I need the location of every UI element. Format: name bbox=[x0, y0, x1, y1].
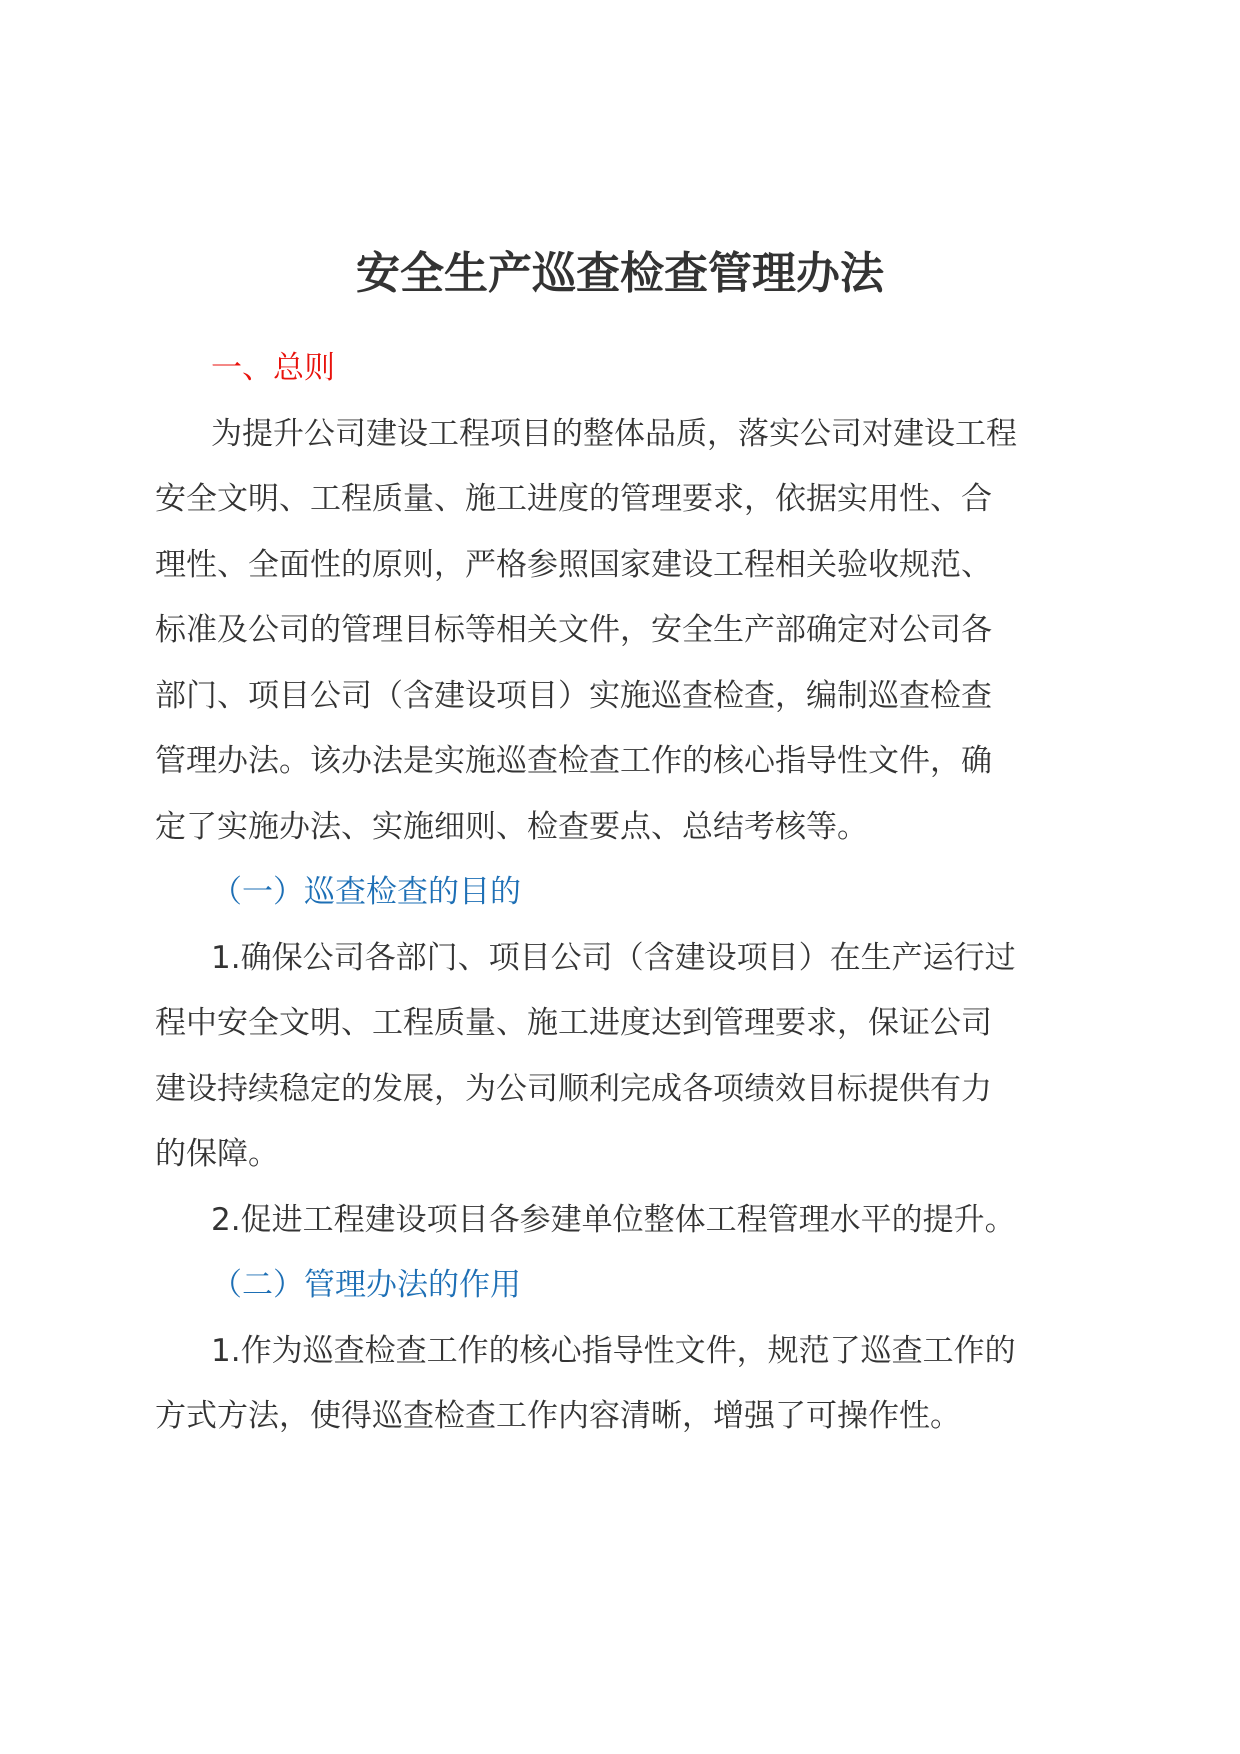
paragraph-line: 的保障。 bbox=[155, 1136, 279, 1172]
document-body bbox=[155, 336, 1085, 1450]
paragraph-line: 安全文明、工程质量、施工进度的管理要求，依据实用性、合 bbox=[155, 481, 992, 517]
paragraph-line: 方式方法，使得巡查检查工作内容清晰，增强了可操作性。 bbox=[155, 1398, 961, 1434]
paragraph-line: 程中安全文明、工程质量、施工进度达到管理要求，保证公司 bbox=[155, 1005, 992, 1041]
paragraph-line: 1.作为巡查检查工作的核心指导性文件，规范了巡查工作的 bbox=[211, 1332, 1016, 1369]
subsection-heading-purpose: （一）巡查检查的目的 bbox=[211, 874, 521, 910]
paragraph-line: 部门、项目公司（含建设项目）实施巡查检查，编制巡查检查 bbox=[155, 677, 992, 714]
paragraph-line: 建设持续稳定的发展，为公司顺利完成各项绩效目标提供有力 bbox=[155, 1070, 992, 1107]
paragraph-line: 管理办法。该办法是实施巡查检查工作的核心指导性文件，确 bbox=[155, 743, 992, 779]
role-item-1 bbox=[155, 1319, 1085, 1450]
subsection-heading-role: （二）管理办法的作用 bbox=[211, 1267, 521, 1303]
paragraph-line: 为提升公司建设工程项目的整体品质，落实公司对建设工程 bbox=[211, 415, 1017, 452]
paragraph-line: 定了实施办法、实施细则、检查要点、总结考核等。 bbox=[155, 808, 868, 845]
general-paragraph bbox=[155, 402, 1085, 861]
purpose-item-1 bbox=[155, 926, 1085, 1188]
paragraph-line: 理性、全面性的原则，严格参照国家建设工程相关验收规范、 bbox=[155, 546, 992, 583]
document-title: 安全生产巡查检查管理办法 bbox=[356, 248, 884, 299]
section-heading-general: 一、总则 bbox=[211, 350, 335, 386]
purpose-item-2 bbox=[155, 1188, 1085, 1254]
paragraph-line: 1.确保公司各部门、项目公司（含建设项目）在生产运行过 bbox=[211, 939, 1016, 976]
paragraph-line: 标准及公司的管理目标等相关文件，安全生产部确定对公司各 bbox=[155, 612, 992, 648]
paragraph-line: 2.促进工程建设项目各参建单位整体工程管理水平的提升。 bbox=[211, 1201, 1016, 1238]
